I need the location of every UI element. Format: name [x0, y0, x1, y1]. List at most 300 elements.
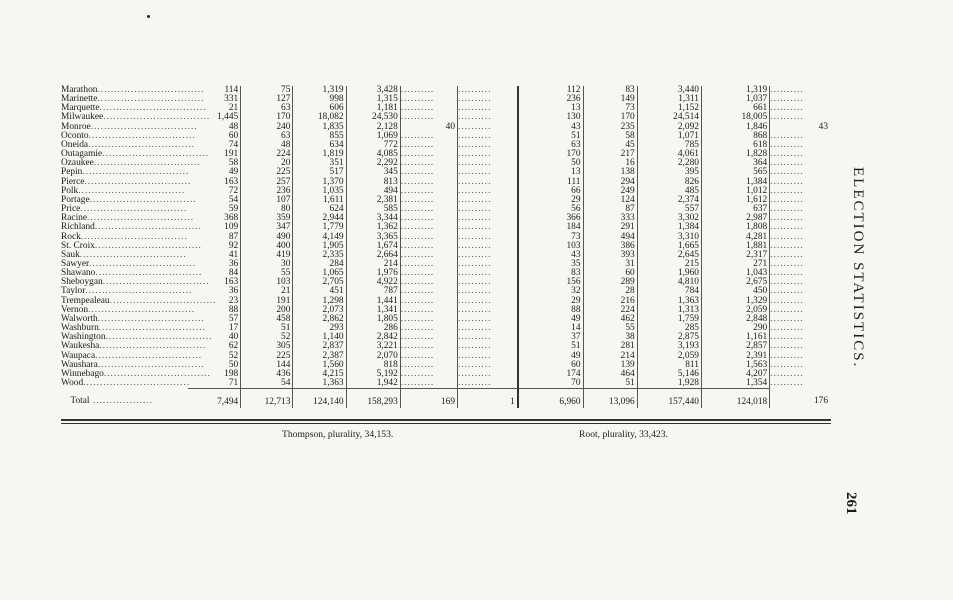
vote-cell: .......... — [400, 187, 457, 196]
vote-cell: .......... — [770, 176, 804, 187]
vote-cell: .......... — [770, 350, 804, 361]
vote-cell: 63 — [241, 132, 293, 141]
county-name: Marinette................................ — [61, 94, 205, 105]
vote-cell: 225 — [241, 168, 293, 177]
vote-cell: .......... — [458, 214, 518, 223]
vote-cell: 63 — [518, 141, 583, 150]
vote-cell: .......... — [458, 132, 518, 141]
vote-cell: 71 — [188, 379, 240, 389]
total-cell: 13,096 — [583, 389, 637, 409]
vote-cell: .......... — [400, 223, 457, 232]
vote-cell: 24,530 — [346, 113, 400, 122]
vote-cell: .......... — [400, 315, 457, 324]
vote-cell: .......... — [400, 297, 457, 306]
vote-cell: 54 — [241, 379, 293, 389]
county-name: Trempealeau................................ — [61, 295, 217, 306]
vote-cell: 214 — [583, 352, 637, 361]
vote-cell: .......... — [770, 304, 804, 315]
vote-cell: 494 — [346, 187, 400, 196]
vote-cell: 52 — [241, 333, 293, 342]
vote-cell: 4,061 — [637, 150, 701, 159]
county-name: Marathon................................ — [61, 85, 205, 95]
vote-cell: 17 — [188, 324, 240, 333]
vote-cell: 217 — [583, 150, 637, 159]
vote-cell: 32 — [518, 287, 583, 296]
vote-cell: 565 — [701, 168, 769, 177]
vote-cell: 585 — [346, 205, 400, 214]
vote-cell: 517 — [293, 168, 346, 177]
vote-cell: .......... — [458, 168, 518, 177]
vote-cell: 464 — [583, 370, 637, 379]
vote-cell: 285 — [637, 324, 701, 333]
vote-cell: .......... — [400, 150, 457, 159]
vote-cell: 216 — [583, 297, 637, 306]
vote-cell: 1,012 — [701, 187, 769, 196]
vote-cell: 1,362 — [346, 223, 400, 232]
county-name: Polk................................ — [61, 185, 186, 196]
vote-cell: .......... — [770, 341, 804, 352]
vote-cell: .......... — [458, 361, 518, 370]
county-name: Waushara................................ — [61, 359, 205, 370]
vote-cell: 60 — [518, 361, 583, 370]
vote-cell: .......... — [770, 222, 804, 233]
vote-cell: 1,846 — [701, 123, 769, 132]
vote-cell: .......... — [770, 295, 804, 306]
total-cell: 158,293 — [346, 389, 400, 409]
vote-cell: .......... — [458, 141, 518, 150]
county-name: Monroe................................ — [61, 121, 198, 132]
vote-cell: .......... — [770, 139, 804, 150]
vote-cell: 51 — [583, 379, 637, 389]
vote-cell: 29 — [518, 297, 583, 306]
vote-cell: 1,315 — [346, 95, 400, 104]
vote-cell: 289 — [583, 278, 637, 287]
vote-cell: 36 — [188, 287, 240, 296]
vote-cell: 784 — [637, 287, 701, 296]
vote-cell: 103 — [518, 242, 583, 251]
vote-cell: .......... — [770, 323, 804, 334]
vote-cell: .......... — [400, 352, 457, 361]
county-name: Outagamie................................ — [61, 149, 210, 160]
vote-cell: 333 — [583, 214, 637, 223]
county-name: Oneida................................ — [61, 139, 196, 150]
plurality-thompson: Thompson, plurality, 34,153. — [282, 429, 394, 440]
vote-cell: 170 — [518, 150, 583, 159]
county-name: Pierce................................ — [61, 176, 192, 187]
vote-cell: .......... — [458, 306, 518, 315]
vote-cell: 1,069 — [346, 132, 400, 141]
vote-cell: 249 — [583, 187, 637, 196]
vote-cell: 345 — [346, 168, 400, 177]
vote-cell: 1,445 — [188, 113, 240, 122]
county-name: Washington................................ — [61, 332, 213, 343]
vote-cell: 785 — [637, 141, 701, 150]
vote-cell: .......... — [400, 242, 457, 251]
vote-cell: 1,808 — [701, 223, 769, 232]
vote-cell: .......... — [770, 231, 804, 242]
vote-cell: 1,560 — [293, 361, 346, 370]
vote-cell: 18,005 — [701, 113, 769, 122]
vote-cell: .......... — [458, 278, 518, 287]
vote-cell: 51 — [518, 132, 583, 141]
vote-cell: .......... — [458, 187, 518, 196]
county-name: Walworth................................ — [61, 313, 205, 324]
county-name: Sheboygan................................ — [61, 277, 210, 288]
vote-cell: 290 — [701, 324, 769, 333]
vote-cell: 395 — [637, 168, 701, 177]
vote-cell: .......... — [400, 113, 457, 122]
vote-cell: 4,207 — [701, 370, 769, 379]
vote-cell: 1,354 — [701, 379, 769, 389]
vote-cell: .......... — [458, 150, 518, 159]
vote-cell: .......... — [400, 333, 457, 342]
vote-cell: 351 — [293, 159, 346, 168]
county-name: Waukesha................................ — [61, 341, 207, 352]
total-cell: 1 — [458, 389, 518, 409]
vote-cell: 637 — [701, 205, 769, 214]
vote-cell: 1,065 — [293, 269, 346, 278]
vote-cell: 1,152 — [637, 104, 701, 113]
total-cell: 6,960 — [518, 389, 583, 409]
vote-cell: 87 — [188, 233, 240, 242]
vote-cell: 451 — [293, 287, 346, 296]
vote-cell: 4,922 — [346, 278, 400, 287]
vote-cell: 364 — [701, 159, 769, 168]
county-name: Vernon................................ — [61, 304, 196, 315]
vote-cell: 2,837 — [293, 342, 346, 351]
vote-cell: 84 — [188, 269, 240, 278]
vote-cell: 1,043 — [701, 269, 769, 278]
vote-cell: 112 — [518, 86, 583, 95]
vote-cell: 59 — [188, 205, 240, 214]
vote-cell: 92 — [188, 242, 240, 251]
county-name: Pepin................................ — [61, 167, 190, 178]
vote-cell: 2,128 — [346, 123, 400, 132]
vote-cell: 3,365 — [346, 233, 400, 242]
vote-cell: 20 — [241, 159, 293, 168]
vote-cell: 2,842 — [346, 333, 400, 342]
vote-cell: .......... — [458, 260, 518, 269]
vote-cell: 130 — [518, 113, 583, 122]
vote-cell: 450 — [701, 287, 769, 296]
vote-cell: 2,059 — [701, 306, 769, 315]
vote-cell: 83 — [518, 269, 583, 278]
vote-cell: .......... — [770, 378, 804, 389]
vote-cell: .......... — [458, 95, 518, 104]
vote-cell: .......... — [770, 359, 804, 370]
vote-cell: 174 — [518, 370, 583, 379]
vote-cell: 191 — [188, 150, 240, 159]
vote-cell: .......... — [458, 113, 518, 122]
vote-cell: 557 — [637, 205, 701, 214]
vote-cell: 436 — [241, 370, 293, 379]
vote-cell: 38 — [583, 333, 637, 342]
vote-cell: 16 — [583, 159, 637, 168]
vote-cell: 149 — [583, 95, 637, 104]
vote-cell: 485 — [637, 187, 701, 196]
double-rule-bottom — [61, 423, 831, 424]
vote-cell: 494 — [583, 233, 637, 242]
vote-cell: .......... — [770, 249, 804, 260]
vote-cell: 2,944 — [293, 214, 346, 223]
vote-cell: 2,381 — [346, 196, 400, 205]
vote-cell: 124 — [583, 196, 637, 205]
vote-cell: 29 — [518, 196, 583, 205]
vote-cell: .......... — [458, 233, 518, 242]
vote-cell: 3,344 — [346, 214, 400, 223]
county-name: St. Croix................................ — [61, 240, 202, 251]
vote-cell: .......... — [458, 178, 518, 187]
vote-cell: 1,960 — [637, 269, 701, 278]
vote-cell: .......... — [770, 286, 804, 297]
vote-cell: 462 — [583, 315, 637, 324]
total-cell: 124,018 — [701, 389, 769, 409]
vote-cell: .......... — [770, 213, 804, 224]
vote-cell: 170 — [241, 113, 293, 122]
vote-cell: 66 — [518, 187, 583, 196]
vote-cell: 43 — [818, 121, 828, 132]
vote-cell: 3,302 — [637, 214, 701, 223]
vote-cell: 163 — [188, 178, 240, 187]
vote-cell: .......... — [400, 141, 457, 150]
county-name: Waupaca................................ — [61, 350, 203, 361]
vote-cell: 236 — [241, 187, 293, 196]
total-cell: 157,440 — [637, 389, 701, 409]
vote-cell: .......... — [458, 104, 518, 113]
table-body — [61, 86, 830, 389]
vote-cell: 2,391 — [701, 352, 769, 361]
vote-cell: .......... — [458, 86, 518, 95]
vote-cell: 1,828 — [701, 150, 769, 159]
vote-cell: 2,987 — [701, 214, 769, 223]
vote-cell: 2,705 — [293, 278, 346, 287]
election-table — [61, 86, 830, 408]
vote-cell: 87 — [583, 205, 637, 214]
vote-cell: .......... — [458, 333, 518, 342]
vote-cell: 606 — [293, 104, 346, 113]
vote-cell: 257 — [241, 178, 293, 187]
vote-cell: 184 — [518, 223, 583, 232]
vote-cell: 18,082 — [293, 113, 346, 122]
total-cell: 169 — [400, 389, 457, 409]
vote-cell: 386 — [583, 242, 637, 251]
vote-cell: .......... — [400, 361, 457, 370]
county-name: Racine................................ — [61, 213, 195, 224]
vote-cell: .......... — [458, 379, 518, 389]
vote-cell: 74 — [188, 141, 240, 150]
vote-cell: .......... — [400, 159, 457, 168]
vote-cell: 366 — [518, 214, 583, 223]
vote-cell: 73 — [583, 104, 637, 113]
vote-cell: 294 — [583, 178, 637, 187]
vote-cell: .......... — [458, 352, 518, 361]
vote-cell: 1,313 — [637, 306, 701, 315]
vote-cell: 1,071 — [637, 132, 701, 141]
vote-cell: .......... — [770, 85, 804, 95]
vote-cell: 163 — [188, 278, 240, 287]
table-row — [61, 379, 830, 389]
vote-cell: 1,363 — [637, 297, 701, 306]
vote-cell: .......... — [770, 204, 804, 215]
vote-cell: .......... — [400, 86, 457, 95]
vote-cell: 293 — [293, 324, 346, 333]
county-name: Milwaukee................................ — [61, 112, 211, 123]
vote-cell: 2,848 — [701, 315, 769, 324]
county-name: Richland................................ — [61, 222, 202, 233]
vote-cell: .......... — [400, 324, 457, 333]
vote-cell: 80 — [241, 205, 293, 214]
vote-cell: 1,563 — [701, 361, 769, 370]
vote-cell: .......... — [400, 214, 457, 223]
vote-cell: 818 — [346, 361, 400, 370]
vote-cell: 3,428 — [346, 86, 400, 95]
vote-cell: .......... — [770, 268, 804, 279]
vote-cell: .......... — [458, 205, 518, 214]
county-name: Price................................ — [61, 204, 188, 215]
vote-cell: 49 — [518, 315, 583, 324]
vote-cell: 1,363 — [293, 379, 346, 389]
vote-cell: .......... — [400, 205, 457, 214]
vote-cell: 3,221 — [346, 342, 400, 351]
vote-cell: .......... — [770, 103, 804, 114]
vote-cell: 51 — [518, 342, 583, 351]
total-label: Total .................. — [70, 396, 154, 407]
vote-cell: 1,319 — [293, 86, 346, 95]
vote-cell: 4,281 — [701, 233, 769, 242]
vote-cell: 1,779 — [293, 223, 346, 232]
vote-cell: .......... — [770, 240, 804, 251]
vote-cell: 393 — [583, 251, 637, 260]
county-name: Marquette................................ — [61, 103, 207, 114]
county-name: Ozaukee................................ — [61, 158, 201, 169]
vote-cell: .......... — [458, 370, 518, 379]
vote-cell: 2,317 — [701, 251, 769, 260]
vote-cell: 55 — [583, 324, 637, 333]
vote-cell: 13 — [518, 104, 583, 113]
vote-cell: 855 — [293, 132, 346, 141]
vote-cell: .......... — [400, 269, 457, 278]
vote-cell: 144 — [241, 361, 293, 370]
vote-cell: 240 — [241, 123, 293, 132]
county-name: Oconto................................ — [61, 130, 196, 141]
vote-cell: 2,059 — [637, 352, 701, 361]
vote-cell: 58 — [583, 132, 637, 141]
page-number: 261 — [843, 492, 859, 515]
county-name: Shawano................................ — [61, 268, 203, 279]
vote-cell: 1,161 — [701, 333, 769, 342]
vote-cell: 215 — [637, 260, 701, 269]
county-name: Taylor................................ — [61, 286, 193, 297]
vote-cell: 111 — [518, 178, 583, 187]
vote-cell: .......... — [400, 168, 457, 177]
vote-cell: 1,835 — [293, 123, 346, 132]
vote-cell: 1,181 — [346, 104, 400, 113]
vote-cell: .......... — [458, 324, 518, 333]
vote-cell: 88 — [188, 306, 240, 315]
vote-cell: 200 — [241, 306, 293, 315]
total-cell: 7,494 — [188, 389, 240, 409]
vote-cell: .......... — [400, 379, 457, 389]
vote-cell: .......... — [400, 251, 457, 260]
vote-cell: .......... — [458, 196, 518, 205]
total-cell: 124,140 — [293, 389, 346, 409]
vote-cell: 1,384 — [701, 178, 769, 187]
vote-cell: 419 — [241, 251, 293, 260]
vote-cell: 50 — [188, 361, 240, 370]
vote-cell: 1,370 — [293, 178, 346, 187]
county-name: Rock................................ — [61, 231, 188, 242]
vote-cell: 331 — [188, 95, 240, 104]
county-name: Portage................................ — [61, 194, 197, 205]
vote-cell: 661 — [701, 104, 769, 113]
vote-cell: .......... — [770, 112, 804, 123]
vote-cell: 41 — [188, 251, 240, 260]
vote-cell: 43 — [518, 123, 583, 132]
vote-cell: 30 — [241, 260, 293, 269]
vote-cell: 400 — [241, 242, 293, 251]
vote-cell: .......... — [770, 130, 804, 141]
vote-cell: 37 — [518, 333, 583, 342]
vote-cell: 214 — [346, 260, 400, 269]
vote-cell: 23 — [188, 297, 240, 306]
vote-cell: 1,341 — [346, 306, 400, 315]
vote-cell: 2,857 — [701, 342, 769, 351]
vote-cell: 35 — [518, 260, 583, 269]
vote-cell: 24,514 — [637, 113, 701, 122]
vote-cell: 127 — [241, 95, 293, 104]
vote-cell: 2,292 — [346, 159, 400, 168]
vote-cell: 45 — [583, 141, 637, 150]
vote-cell: .......... — [400, 104, 457, 113]
vote-cell: 13 — [518, 168, 583, 177]
vote-cell: 103 — [241, 278, 293, 287]
vote-cell: 63 — [241, 104, 293, 113]
county-name: Wood................................ — [61, 378, 191, 389]
vote-cell: 2,645 — [637, 251, 701, 260]
vote-cell: 305 — [241, 342, 293, 351]
vote-cell: .......... — [458, 297, 518, 306]
vote-cell: .......... — [400, 196, 457, 205]
vote-cell: 40 — [188, 333, 240, 342]
vote-cell: 1,035 — [293, 187, 346, 196]
vote-cell: 48 — [241, 141, 293, 150]
vote-cell: 4,149 — [293, 233, 346, 242]
stray-mark — [147, 15, 150, 18]
vote-cell: 156 — [518, 278, 583, 287]
county-name: Sawyer................................ — [61, 258, 197, 269]
vote-cell: 458 — [241, 315, 293, 324]
vote-cell: 4,215 — [293, 370, 346, 379]
vote-cell: 2,664 — [346, 251, 400, 260]
vote-cell: 1,881 — [701, 242, 769, 251]
vote-cell: 88 — [518, 306, 583, 315]
vote-cell: .......... — [400, 306, 457, 315]
vote-cell: .......... — [400, 233, 457, 242]
vote-cell: .......... — [400, 260, 457, 269]
vote-cell: 107 — [241, 196, 293, 205]
vote-cell: 114 — [188, 86, 240, 95]
vote-cell: .......... — [770, 368, 804, 379]
vote-cell: 1,441 — [346, 297, 400, 306]
vote-cell: 235 — [583, 123, 637, 132]
vote-cell: 224 — [583, 306, 637, 315]
vote-cell: 286 — [346, 324, 400, 333]
vote-cell: 1,140 — [293, 333, 346, 342]
vote-cell: .......... — [400, 278, 457, 287]
vote-cell: .......... — [770, 94, 804, 105]
county-name: Winnebago................................ — [61, 368, 211, 379]
vote-cell: 2,862 — [293, 315, 346, 324]
